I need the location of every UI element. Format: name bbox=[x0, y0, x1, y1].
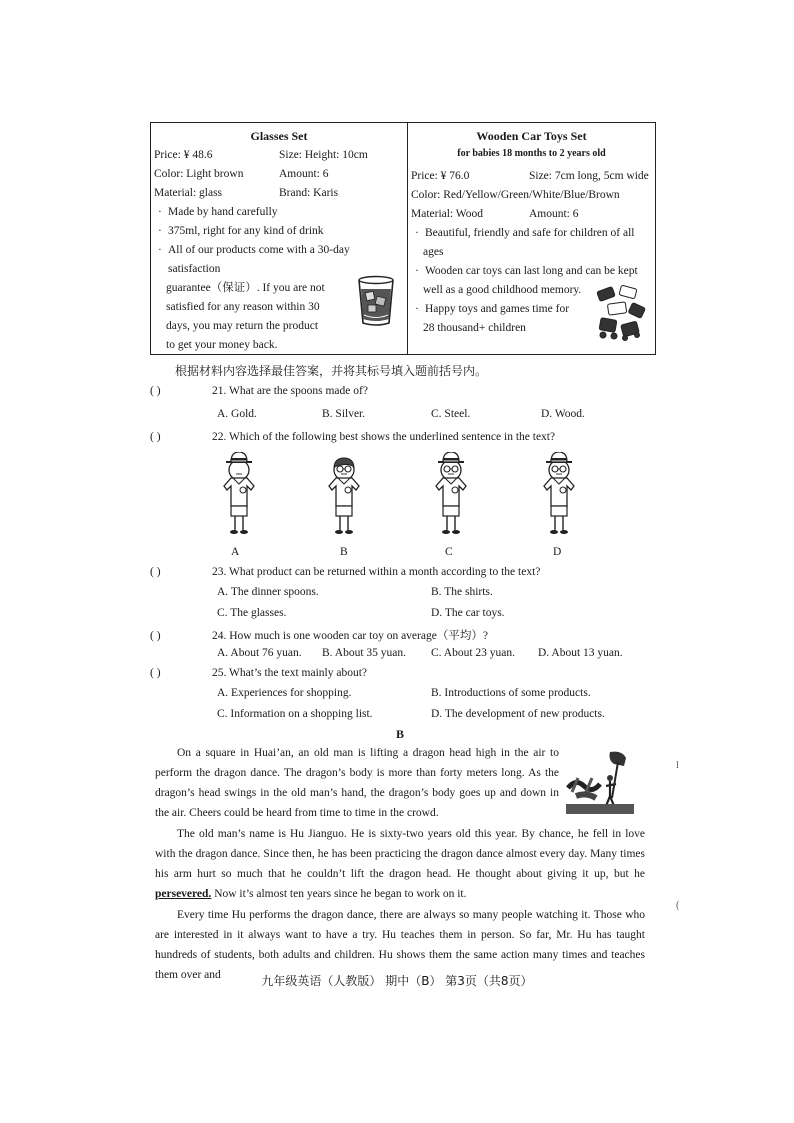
car-toys-feature-1: Beautiful, friendly and safe for children of all bbox=[424, 227, 635, 239]
q25-option-b: B. Introductions of some products. bbox=[431, 687, 591, 699]
car-toys-material: Material: Wood bbox=[410, 208, 483, 220]
edge-mark: l bbox=[676, 760, 679, 771]
bullet: · bbox=[158, 225, 162, 237]
question-text: 24. How much is one wooden car toy on average（平均）? bbox=[212, 630, 488, 642]
question-24 bbox=[150, 627, 488, 643]
car-toys-feature-3-line2: 28 thousand+ children bbox=[422, 322, 526, 334]
glasses-feature-3-line4: days, you may return the product bbox=[166, 320, 319, 332]
car-toys-feature-2: Wooden car toys can last long and can be kept bbox=[424, 265, 638, 277]
q21-option-b: B. Silver. bbox=[322, 408, 366, 420]
q25-option-d: D. The development of new products. bbox=[431, 708, 605, 720]
car-toys-size: Size: 7cm long, 5cm wide bbox=[528, 170, 649, 182]
people-choice-illustrations bbox=[0, 452, 794, 536]
glasses-amount: Amount: 6 bbox=[279, 168, 329, 180]
glasses-size: Size: Height: 10cm bbox=[279, 149, 368, 161]
q24-option-c: C. About 23 yuan. bbox=[431, 647, 516, 659]
glasses-feature-3-line2: guarantee（保证）. If you are not bbox=[166, 282, 325, 294]
answer-blank[interactable]: ( ) bbox=[150, 431, 161, 443]
q22-option-a: A bbox=[231, 546, 240, 558]
page-footer: 九年级英语（人教版） 期中（B） 第3页（共8页） bbox=[261, 974, 533, 988]
edge-mark: ( bbox=[676, 900, 680, 911]
section-b-heading: B bbox=[396, 727, 405, 741]
question-text: 21. What are the spoons made of? bbox=[212, 385, 368, 397]
q22-option-c: C bbox=[445, 546, 453, 558]
person-d bbox=[544, 452, 574, 534]
answer-blank[interactable]: ( ) bbox=[150, 630, 161, 642]
glasses-brand: Brand: Karis bbox=[279, 187, 339, 199]
instruction: 根据材料内容选择最佳答案，并将其标号填入题前括号内。 bbox=[175, 364, 488, 378]
question-text: 23. What product can be returned within a month according to the text? bbox=[212, 566, 541, 578]
q21-option-d: D. Wood. bbox=[541, 408, 585, 420]
car-toys-feature-2-line2: well as a good childhood memory. bbox=[422, 284, 582, 296]
question-23 bbox=[150, 566, 540, 578]
q21-option-c: C. Steel. bbox=[431, 408, 471, 420]
question-25 bbox=[150, 667, 367, 679]
car-toys-feature-3: Happy toys and games time for bbox=[424, 303, 570, 315]
bullet: · bbox=[414, 265, 419, 277]
question-text: 25. What’s the text mainly about? bbox=[212, 667, 368, 679]
q23-option-c: C. The glasses. bbox=[217, 607, 287, 619]
bullet: · bbox=[414, 303, 419, 315]
glasses-title: Glasses Set bbox=[250, 129, 308, 143]
person-b bbox=[329, 458, 359, 534]
question-21 bbox=[150, 385, 368, 397]
q24-option-d: D. About 13 yuan. bbox=[538, 647, 623, 659]
bullet: · bbox=[414, 227, 419, 239]
glasses-material: Material: glass bbox=[154, 187, 223, 199]
glasses-feature-3-line3: satisfied for any reason within 30 bbox=[166, 301, 320, 313]
glass-of-drink-illustration bbox=[356, 275, 396, 327]
answer-blank[interactable]: ( ) bbox=[150, 566, 161, 578]
bullet: · bbox=[158, 206, 162, 218]
paragraph-text: Every time Hu performs the dragon dance, there are always so many people watching it. Those who are interested in it always want to have a try. Hu teaches them in person. So far, Mr. Hu has taught hundreds of students, both adults and children. Hu shows them the same action many times and teaches them over and bbox=[155, 909, 645, 981]
bullet: · bbox=[158, 244, 162, 256]
glasses-color: Color: Light brown bbox=[154, 168, 244, 180]
q24-option-b: B. About 35 yuan. bbox=[322, 647, 407, 659]
wooden-car-toys-cell bbox=[408, 123, 655, 354]
paragraph-text: The old man’s name is Hu Jianguo. He is sixty-two years old this year. By chance, he fell in love with the dragon dance. Since then, he has been practicing the dragon dance almost every day. Many times his arm hurt so much that he couldn’t lift the dragon head. He thought about giving it up, but he bbox=[155, 828, 645, 880]
paragraph-text: Now it’s almost ten years since he began to work on it. bbox=[211, 888, 467, 900]
product-table bbox=[150, 122, 656, 355]
person-c bbox=[436, 452, 466, 534]
passage-paragraph-1 bbox=[155, 743, 559, 823]
q23-option-b: B. The shirts. bbox=[431, 586, 493, 598]
dragon-dance-photo bbox=[566, 748, 634, 814]
underlined-word: persevered. bbox=[155, 888, 212, 900]
q22-option-b: B bbox=[340, 546, 348, 558]
car-toys-title: Wooden Car Toys Set bbox=[476, 129, 587, 143]
glasses-feature-3: All of our products come with a 30-day satisfaction bbox=[168, 244, 350, 275]
paragraph-text: On a square in Huai’an, an old man is lifting a dragon head high in the air to perform the dragon dance. The dragon’s body is more than forty meters long. As the dragon’s head swings in the old man’s hand, the dragon’s body goes up and down in the air. Cheers could be heard from time to time in the crowd. bbox=[155, 747, 559, 819]
glasses-feature-2: 375ml, right for any kind of drink bbox=[168, 225, 324, 237]
q23-option-a: A. The dinner spoons. bbox=[217, 586, 319, 598]
q25-option-a: A. Experiences for shopping. bbox=[217, 687, 352, 699]
question-text: 22. Which of the following best shows the underlined sentence in the text? bbox=[212, 431, 556, 443]
q25-option-c: C. Information on a shopping list. bbox=[217, 708, 373, 720]
question-22 bbox=[150, 431, 555, 443]
person-a bbox=[224, 452, 254, 534]
glasses-price: Price: ¥ 48.6 bbox=[154, 149, 213, 161]
q22-option-d: D bbox=[553, 546, 562, 558]
car-toys-feature-1-line2: ages bbox=[422, 246, 444, 258]
car-toys-amount: Amount: 6 bbox=[528, 208, 579, 220]
glasses-set-cell bbox=[151, 123, 408, 354]
answer-blank[interactable]: ( ) bbox=[150, 667, 161, 679]
toy-cars-illustration bbox=[594, 285, 648, 341]
car-toys-price: Price: ¥ 76.0 bbox=[410, 170, 470, 182]
passage-paragraph-2 bbox=[155, 824, 645, 904]
car-toys-subtitle: for babies 18 months to 2 years old bbox=[457, 148, 606, 159]
q24-option-a: A. About 76 yuan. bbox=[217, 647, 302, 659]
car-toys-color: Color: Red/Yellow/Green/White/Blue/Brown bbox=[410, 189, 620, 201]
answer-blank[interactable]: ( ) bbox=[150, 385, 161, 397]
glasses-feature-1: Made by hand carefully bbox=[168, 206, 278, 218]
q23-option-d: D. The car toys. bbox=[431, 607, 505, 619]
q21-option-a: A. Gold. bbox=[217, 408, 257, 420]
glasses-feature-3-line5: to get your money back. bbox=[166, 339, 278, 351]
